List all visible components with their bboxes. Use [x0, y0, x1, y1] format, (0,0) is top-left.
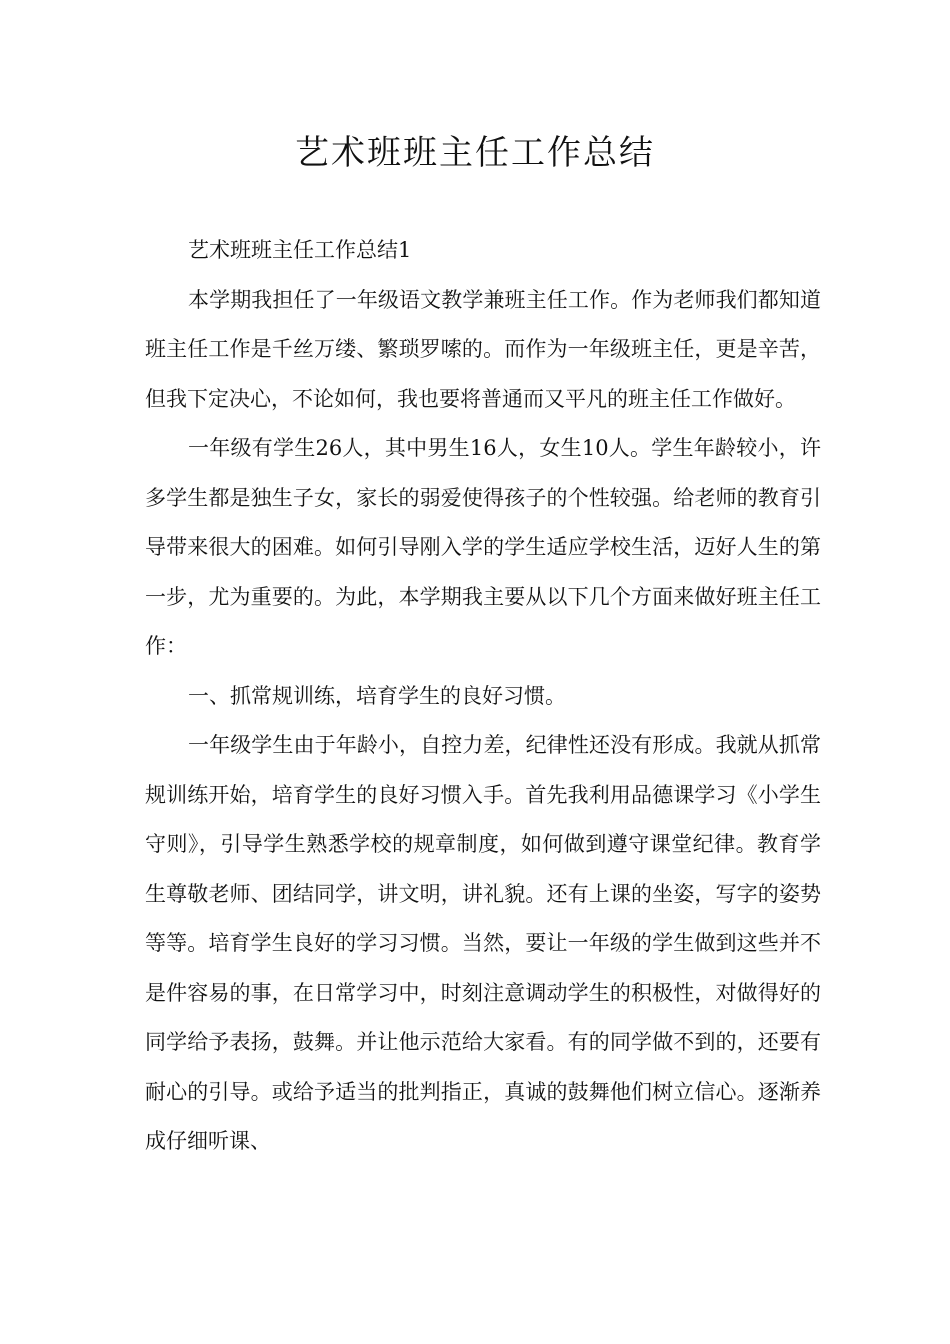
paragraph-class-info: 一年级有学生26人，其中男生16人，女生10人。学生年龄较小，许多学生都是独生子女，家长的弱爱使得孩子的个性较强。给老师的教育引导带来很大的困难。如何引导刚入学的学生适应学校生活，迈好人生的第一步，尤为重要的。为此，本学期我主要从以下几个方面来做好班主任工作： [145, 436, 821, 658]
document-title: 艺术班班主任工作总结 [295, 133, 655, 173]
paragraph-routine-training: 一年级学生由于年龄小，自控力差，纪律性还没有形成。我就从抓常规训练开始，培育学生的良好习惯入手。首先我利用品德课学习《小学生守则》，引导学生熟悉学校的规章制度，如何做到遵守课堂纪律。教育学生尊敬老师、团结同学，讲文明，讲礼貌。还有上课的坐姿，写字的姿势等等。培育学生良好的学习习惯。当然，要让一年级的学生做到这些并不是件容易的事，在日常学习中，时刻注意调动学生的积极性，对做得好的同学给予表扬，鼓舞。并让他示范给大家看。有的同学做不到的，还要有耐心的引导。或给予适当的批判指正，真诚的鼓舞他们树立信心。逐渐养成仔细听课、 [145, 733, 821, 1153]
document-body [145, 226, 821, 1167]
subheading-routine-training: 一、抓常规训练，培育学生的良好习惯。 [188, 683, 566, 708]
section-heading-1: 艺术班班主任工作总结1 [188, 238, 412, 262]
paragraph-intro: 本学期我担任了一年级语文教学兼班主任工作。作为老师我们都知道班主任工作是千丝万缕、繁琐罗嗦的。而作为一年级班主任，更是辛苦，但我下定决心，不论如何，我也要将普通而又平凡的班主任工作做好。 [145, 287, 821, 411]
